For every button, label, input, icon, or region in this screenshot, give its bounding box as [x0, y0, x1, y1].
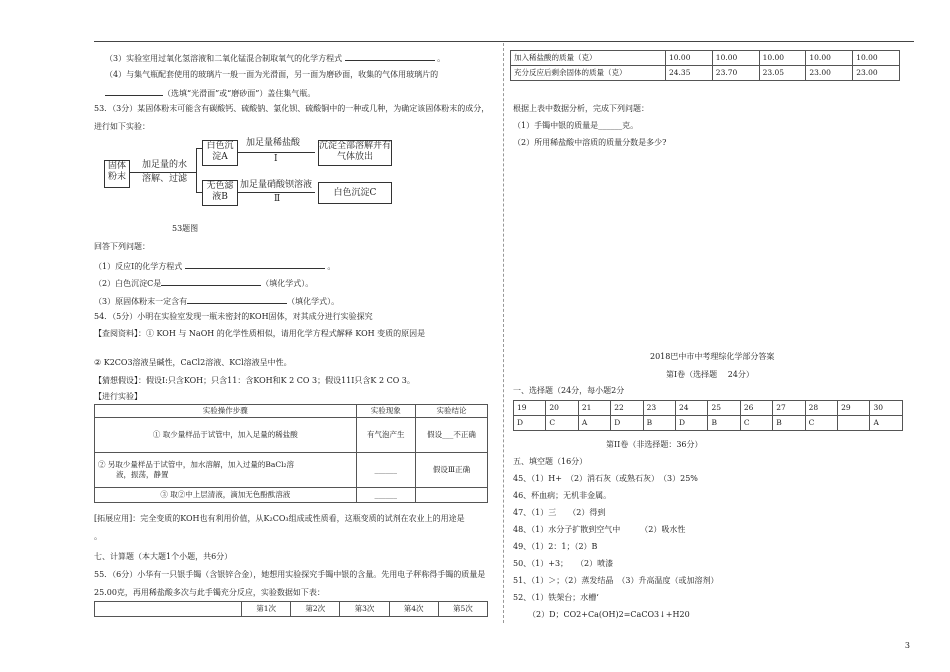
- table-row: [95, 453, 488, 488]
- fill-title: 五、填空题（16分）: [513, 457, 588, 466]
- answer-52-b: （2）D；CO2+Ca(OH)2=CaCO3↓+H20: [528, 610, 690, 619]
- answer-number: 21: [578, 401, 610, 416]
- table-cell: [95, 453, 357, 488]
- q53-text-a: 53．（3分）某固体粉末可能含有碳酸钙、硫酸钠、氯化钡、硫酸铜中的一种或几种，为确定该固体粉末的成分，: [94, 104, 490, 113]
- answer-number-row: [514, 401, 903, 416]
- table-cell: ③ 取②中上层清液，滴加无色酚酞溶液: [95, 488, 357, 503]
- top-rule: [94, 41, 914, 42]
- table-cell: 24.35: [666, 66, 713, 81]
- table-header: 第4次: [389, 602, 438, 617]
- answer-number: 20: [546, 401, 578, 416]
- answer-50: 50、（1）+3； （2）喷漆: [513, 559, 614, 568]
- table-header: 第1次: [242, 602, 291, 617]
- flow-step1b: 溶解、过滤: [142, 174, 188, 184]
- answer-letter: D: [514, 416, 546, 431]
- experiment-table: [94, 404, 488, 503]
- answer-2: （2）白色沉淀C是 （填化学式）。: [94, 279, 314, 288]
- answer-title: 2018巴中市中考理综化学部分答案: [650, 352, 775, 361]
- answer-number: 23: [643, 401, 675, 416]
- table-row: [511, 66, 900, 81]
- table-cell: [95, 602, 242, 617]
- answer-number: 25: [708, 401, 740, 416]
- answer-46: 46、杯血病；无机非金属。: [513, 491, 612, 500]
- q4-text-a: （4）与集气瓶配套使用的玻璃片一般一面为光滑面，另一面为磨砂面，收集的气体用玻璃片的: [105, 70, 439, 79]
- chaxun-text: 【查阅资料】：① KOH 与 NaOH 的化学性质相似，请用化学方程式解释 KOH 变质的原因是: [94, 329, 426, 338]
- flow-result2-box: 白色沉淀C: [318, 182, 392, 204]
- table-cell: ① 取少量样品于试管中，加入足量的稀盐酸: [95, 418, 357, 453]
- answer-letter: A: [578, 416, 610, 431]
- table-cell: 假设Ⅲ正确: [415, 453, 487, 488]
- figure-caption: 53题图: [172, 224, 199, 233]
- row-label: 充分反应后剩余固体的质量（克）: [511, 66, 666, 81]
- table-cell: 假设___不正确: [415, 418, 487, 453]
- answer-1: （1）反应Ⅰ的化学方程式 。: [94, 262, 336, 271]
- answer-number: 28: [805, 401, 837, 416]
- flow-add-ba: 加足量硝酸钡溶液: [240, 180, 313, 190]
- answer-letter: B: [708, 416, 740, 431]
- experiment-title: 【进行实验】: [94, 392, 142, 401]
- flow-line-split: [196, 148, 197, 192]
- extend-text: [拓展应用]：完全变质的KOH也有利用价值，从K₂CO₃组成或性质看，这瓶变质的试剂在农业上的用途是: [94, 514, 465, 523]
- flow-white-ppt-box: 白色沉淀A: [202, 140, 238, 166]
- chaxun-text-2: ② K2CO3溶液呈碱性，CaCl2溶液、KCl溶液呈中性。: [94, 358, 292, 367]
- table-cell: 23.05: [759, 66, 806, 81]
- flow-line-main: [130, 172, 196, 173]
- answer-number: 26: [740, 401, 772, 416]
- table-cell: [415, 488, 487, 503]
- table-cell: 10.00: [853, 51, 900, 66]
- data-intro: 根据上表中数据分析，完成下列问题：: [513, 104, 649, 113]
- guess-text: 【猜想假设】：假设Ⅰ:只含KOH；只含11：含KOH和K 2 CO 3；假设11I只含K 2 CO 3。: [94, 376, 415, 385]
- table-cell: 23.00: [853, 66, 900, 81]
- q53-text-b: 进行如下实验：: [94, 122, 150, 131]
- answer-letter: B: [773, 416, 805, 431]
- answer-number: 24: [676, 401, 708, 416]
- right-q1: （1）手镯中银的质量是______克。: [513, 121, 639, 130]
- answer-45: 45、（1）H+ （2）消石灰（或熟石灰） （3）25%: [513, 474, 698, 483]
- answer-49: 49、（1）2：1；（2）B: [513, 542, 598, 551]
- flow-colorless-box: 无色滤液B: [202, 180, 238, 206]
- flow-result1-box: 沉淀全部溶解并有气体放出: [318, 140, 392, 166]
- table-row: [95, 602, 488, 617]
- flow-arrow-2: [237, 192, 315, 193]
- q55-text-b: 25.00克，再用稀盐酸多次与此手镯充分反应，实验数据如下表：: [94, 588, 325, 597]
- data-table-header: [94, 601, 488, 617]
- volume-2-title: 第II卷（非选择题：36分）: [606, 440, 703, 449]
- right-q2: （2）所用稀盐酸中溶质的质量分数是多少?: [513, 138, 667, 147]
- table-header: 实验结论: [415, 405, 487, 418]
- flow-roman-1: Ⅰ: [274, 154, 278, 164]
- table-row: [95, 418, 488, 453]
- q4-text-b: （选填“光滑面”或“磨砂面”）盖住集气瓶。: [105, 87, 315, 99]
- answer-3: （3）原固体粉末一定含有 （填化学式）。: [94, 297, 340, 306]
- answer-letter: A: [870, 416, 903, 431]
- answer-letter: C: [805, 416, 837, 431]
- volume-1-title: 第Ⅰ卷（选择题 24分）: [666, 370, 754, 379]
- row-label: 加入稀盐酸的质量（克）: [511, 51, 666, 66]
- flow-roman-2: Ⅱ: [274, 194, 281, 204]
- answer-intro: 回答下列问题：: [94, 242, 150, 251]
- q3-text: （3）实验室用过氧化氢溶液和二氧化锰混合制取氧气的化学方程式 。: [105, 54, 446, 63]
- answer-48: 48、（1）水分子扩散到空气中 （2）吸水性: [513, 525, 686, 534]
- table-header: 第2次: [291, 602, 340, 617]
- flow-solid-box: 固体粉末: [104, 160, 130, 188]
- table-cell: 23.70: [712, 66, 759, 81]
- table-header: 实验操作步骤: [95, 405, 357, 418]
- table-cell: 10.00: [666, 51, 713, 66]
- table-header: 第3次: [340, 602, 389, 617]
- flow-add-hcl: 加足量稀盐酸: [246, 138, 301, 148]
- answer-52: 52、（1）铁架台；水槽‘: [513, 593, 599, 602]
- answer-number: 29: [838, 401, 870, 416]
- section-7-title: 七、计算题（本大题1个小题，共6分）: [94, 552, 233, 561]
- answer-letter: D: [676, 416, 708, 431]
- answer-47: 47、（1）三 （2）得到: [513, 508, 606, 517]
- answer-letter: B: [643, 416, 675, 431]
- table-cell: 10.00: [806, 51, 853, 66]
- table-cell: ______: [356, 453, 415, 488]
- flow-arrow-1: [237, 152, 315, 153]
- column-divider: [503, 43, 504, 623]
- row2-line-b: 液，振荡，静置: [116, 470, 169, 479]
- extend-dot: 。: [94, 532, 102, 541]
- answer-number: 19: [514, 401, 546, 416]
- answer-grid: [513, 400, 903, 431]
- selection-title: 一、选择题（24分，每小题2分: [513, 386, 625, 395]
- answer-letter: D: [611, 416, 643, 431]
- table-row: [511, 51, 900, 66]
- answer-letter: C: [740, 416, 772, 431]
- table-cell: 10.00: [759, 51, 806, 66]
- table-cell: 23.00: [806, 66, 853, 81]
- answer-number: 27: [773, 401, 805, 416]
- answer-letter: C: [546, 416, 578, 431]
- table-cell: 有气泡产生: [356, 418, 415, 453]
- table-header: 实验现象: [356, 405, 415, 418]
- table-header: 第5次: [438, 602, 487, 617]
- data-table: [510, 50, 900, 81]
- answer-letter: [838, 416, 870, 431]
- answer-number: 22: [611, 401, 643, 416]
- answer-51: 51、（1）＞；（2）蒸发结晶 （3）升高温度（或加溶剂）: [513, 576, 719, 585]
- table-cell: 10.00: [712, 51, 759, 66]
- q55-text-a: 55．（6分）小华有一只银手镯（含银锌合金），她想用实验探究手镯中银的含量。先用电子秤称得手镯的质量是: [94, 570, 486, 579]
- row2-line-a: ② 另取少量样品于试管中，加水溶解，加入过量的BaCl₂溶: [98, 460, 295, 469]
- answer-number: 30: [870, 401, 903, 416]
- table-cell: ______: [356, 488, 415, 503]
- page-number: 3: [904, 641, 910, 650]
- q54-text: 54．（5分）小明在实验室发现一瓶未密封的KOH固体，对其成分进行实验探究: [94, 312, 373, 321]
- flow-step1a: 加足量的水: [142, 160, 188, 170]
- table-header-row: [95, 405, 488, 418]
- answer-letter-row: [514, 416, 903, 431]
- table-row: [95, 488, 488, 503]
